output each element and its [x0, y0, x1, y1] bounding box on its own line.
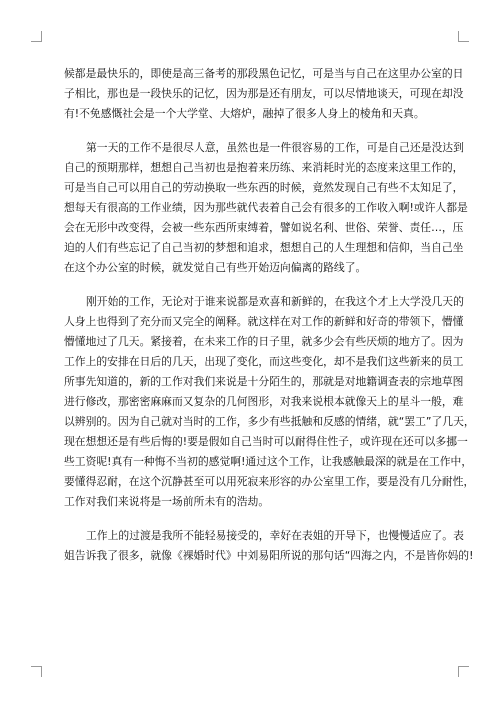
- text-line: 有!不免感慨社会是一个大学堂、大熔炉，融掉了很多人身上的棱角和天真。: [64, 107, 425, 120]
- text-line: 迫的人们有些忘记了自己当初的梦想和追求，想想自己的人生理想和信仰，当自己坐: [64, 241, 464, 254]
- text-line: 想每天有很高的工作业绩，因为那些就代表着自己会有很多的工作收入啊!或许人都是: [64, 201, 468, 214]
- text-line: 懵懂地过了几天。紧接着，在未来工作的日子里，就多少会有些厌烦的地方了。因为: [64, 335, 464, 348]
- text-line: 姐告诉我了很多，就像《裸婚时代》中刘易阳所说的那句话“四海之内，不是皆你妈的!: [64, 549, 474, 562]
- text-line: 要懂得忍耐，在这个沉静甚至可以用死寂来形容的办公室里工作，要是没有几分耐性，: [64, 475, 475, 488]
- text-line: 工作上的过渡是我所不能轻易接受的，幸好在表姐的开导下，也慢慢适应了。表: [86, 529, 464, 542]
- text-line: 以辨别的。因为自己就对当时的工作，多少有些抵触和反感的情绪，就“罢工”了几天，: [64, 415, 475, 428]
- text-line: 些工资呢!真有一种悔不当初的感觉啊!通过这个工作，让我感触最深的就是在工作中，: [64, 455, 473, 468]
- text-line: 进行修改，那密密麻麻而又复杂的几何图形，对我来说根本就像天上的星斗一般，难: [64, 395, 464, 408]
- text-line: 自己的预期那样，想想自己当初也是抱着来历练、来消耗时光的态度来这里工作的，: [64, 161, 464, 174]
- crop-mark-bottom-right: [458, 666, 469, 677]
- text-line: 所事先知道的，新的工作对我们来说是十分陌生的，那就是对地籍调查表的宗地草图: [64, 375, 464, 388]
- text-line: 可是当自己可以用自己的劳动换取一些东西的时候，竟然发现自己有些不太知足了，: [64, 181, 464, 194]
- crop-mark-bottom-left: [31, 666, 42, 677]
- text-line: 在这个办公室的时候，就发觉自己有些开始迈向偏离的路线了。: [64, 261, 367, 274]
- text-line: 第一天的工作不是很尽人意，虽然也是一件很容易的工作，可是自己还是没达到: [86, 141, 464, 154]
- text-line: 现在想想还是有些后悔的!要是假如自己当时可以耐得住性子，或许现在还可以多挪一: [64, 435, 468, 448]
- text-line: 人身上也得到了充分而又完全的阐释。就这样在对工作的新鲜和好奇的带领下，懵懂: [64, 315, 464, 328]
- crop-mark-top-right: [458, 31, 469, 42]
- text-line: 工作上的安排在日后的几天，出现了变化，而这些变化，却不是我们这些新来的员工: [64, 355, 464, 368]
- text-line: 刚开始的工作，无论对于谁来说都是欢喜和新鲜的，在我这个才上大学没几天的: [86, 295, 464, 308]
- text-line: 会在无形中改变得，会被一些东西所束缚着，譬如说名利、世俗、荣誉、责任…，压: [64, 221, 464, 234]
- crop-mark-top-left: [31, 31, 42, 42]
- text-line: 候都是最快乐的，即使是高三备考的那段黑色记忆，可是当与自己在这里办公室的日: [64, 67, 464, 80]
- text-line: 子相比，那也是一段快乐的记忆，因为那是还有朋友，可以尽情地谈天，可现在却没: [64, 87, 464, 100]
- text-line: 工作对我们来说将是一场前所未有的浩劫。: [64, 495, 270, 508]
